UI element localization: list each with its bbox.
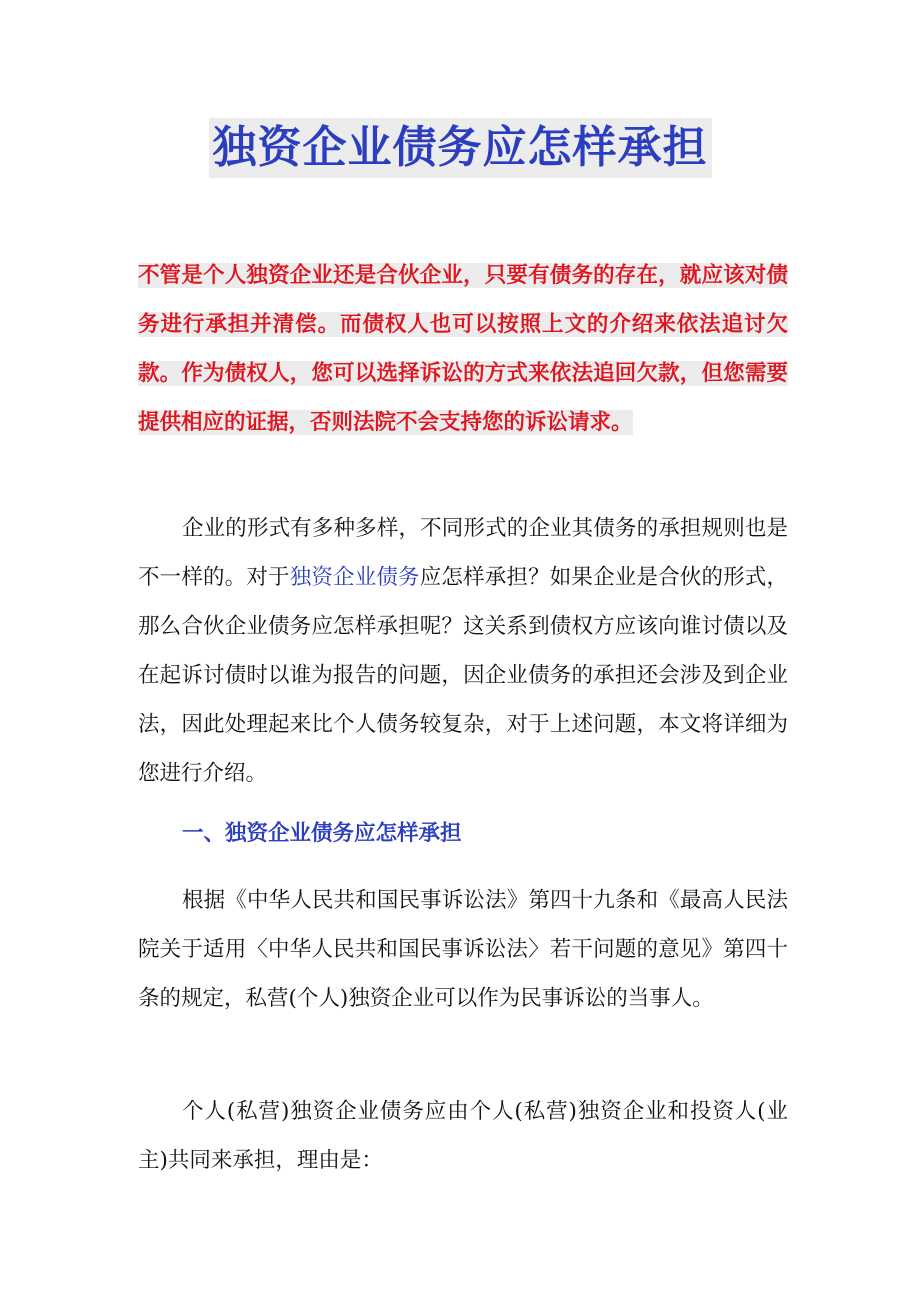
document-title: 独资企业债务应怎样承担 xyxy=(209,118,712,178)
paragraph-1-part-2: 应怎样承担？如果企业是合伙的形式，那么合伙企业债务应怎样承担呢？这关系到债权方应该向谁讨债以及在起诉讨债时以谁为报告的问题，因企业债务的承担还会涉及到企业法，因此处理起来比个人债务较复杂，对于上述问题，本文将详细为您进行介绍。 xyxy=(138,565,788,786)
body-paragraph-2: 根据《中华人民共和国民事诉讼法》第四十九条和《最高人民法院关于适用〈中华人民共和国民事诉讼法〉若干问题的意见》第四十条的规定，私营(个人)独资企业可以作为民事诉讼的当事人。 xyxy=(138,888,788,1011)
body-paragraph-3: 个人(私营)独资企业债务应由个人(私营)独资企业和投资人(业主)共同来承担，理由是： xyxy=(138,1099,788,1173)
title-wrapper xyxy=(0,118,920,178)
intro-paragraph xyxy=(138,251,788,447)
body-paragraph-1 xyxy=(138,504,788,798)
section-heading-1: 一、独资企业债务应怎样承担 xyxy=(182,821,462,846)
independent-enterprise-debt-link[interactable]: 独资企业债务 xyxy=(289,565,420,590)
intro-text: 不管是个人独资企业还是合伙企业，只要有债务的存在，就应该对债务进行承担并清偿。而债权人也可以按照上文的介绍来依法追讨欠款。作为债权人，您可以选择诉讼的方式来依法追回欠款，但您需要提供相应的证据，否则法院不会支持您的诉讼请求。 xyxy=(138,263,788,435)
paragraph-1-part-1: 企业的形式有多种多样，不同形式的企业其债务的承担规则也是不一样的。对于 xyxy=(138,516,788,590)
